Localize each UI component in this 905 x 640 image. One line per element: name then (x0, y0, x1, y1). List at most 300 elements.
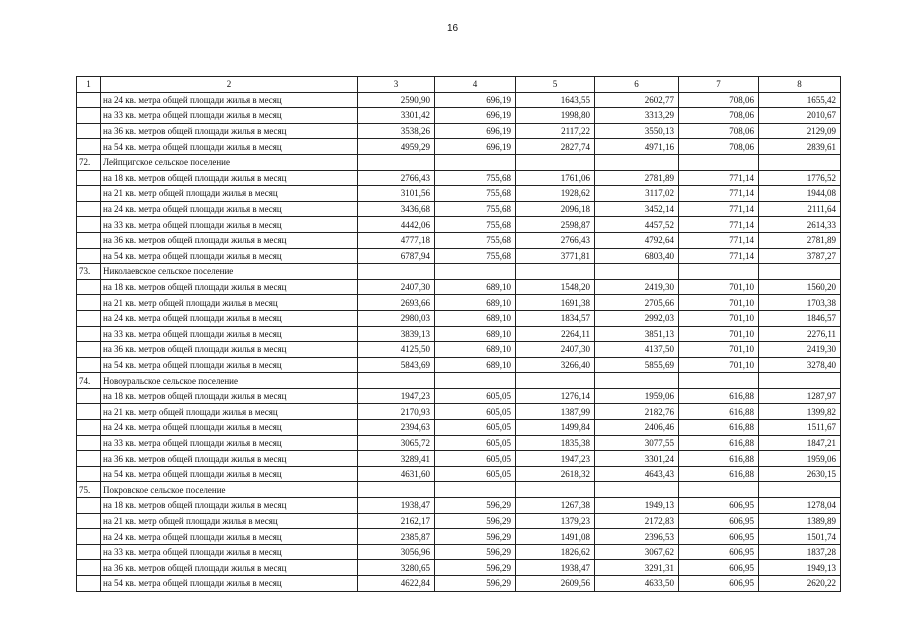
empty-cell (77, 186, 101, 202)
value-cell: 1691,38 (516, 295, 595, 311)
value-cell: 2010,67 (759, 108, 841, 124)
value-cell: 3787,27 (759, 248, 841, 264)
row-label: на 24 кв. метра общей площади жилья в месяц (101, 201, 358, 217)
empty-cell (759, 482, 841, 498)
value-cell: 1501,74 (759, 529, 841, 545)
table-row (77, 451, 841, 467)
value-cell: 4442,06 (358, 217, 435, 233)
value-cell: 696,19 (435, 139, 516, 155)
row-label: на 33 кв. метра общей площади жилья в месяц (101, 544, 358, 560)
value-cell: 755,68 (435, 217, 516, 233)
table-row (77, 92, 841, 108)
value-cell: 689,10 (435, 357, 516, 373)
value-cell: 3278,40 (759, 357, 841, 373)
row-label: на 36 кв. метров общей площади жилья в месяц (101, 560, 358, 576)
value-cell: 605,05 (435, 451, 516, 467)
empty-cell (77, 404, 101, 420)
empty-cell (679, 373, 759, 389)
row-label: на 36 кв. метров общей площади жилья в месяц (101, 232, 358, 248)
column-header: 2 (101, 77, 358, 93)
value-cell: 3771,81 (516, 248, 595, 264)
empty-cell (77, 420, 101, 436)
value-cell: 689,10 (435, 279, 516, 295)
value-cell: 4457,52 (595, 217, 679, 233)
section-index: 72. (77, 154, 101, 170)
value-cell: 2781,89 (595, 170, 679, 186)
value-cell: 1928,62 (516, 186, 595, 202)
value-cell: 1267,38 (516, 498, 595, 514)
value-cell: 3280,65 (358, 560, 435, 576)
value-cell: 1834,57 (516, 310, 595, 326)
value-cell: 2419,30 (595, 279, 679, 295)
table-body (77, 77, 841, 592)
value-cell: 5843,69 (358, 357, 435, 373)
empty-cell (77, 544, 101, 560)
table-row (77, 201, 841, 217)
table-row (77, 576, 841, 592)
column-header: 8 (759, 77, 841, 93)
empty-cell (516, 373, 595, 389)
row-label: на 21 кв. метр общей площади жилья в месяц (101, 186, 358, 202)
value-cell: 1998,80 (516, 108, 595, 124)
value-cell: 3452,14 (595, 201, 679, 217)
value-cell: 2129,09 (759, 123, 841, 139)
value-cell: 2598,87 (516, 217, 595, 233)
empty-cell (77, 123, 101, 139)
value-cell: 2096,18 (516, 201, 595, 217)
empty-cell (759, 373, 841, 389)
value-cell: 689,10 (435, 295, 516, 311)
value-cell: 755,68 (435, 232, 516, 248)
value-cell: 1278,04 (759, 498, 841, 514)
value-cell: 1703,38 (759, 295, 841, 311)
value-cell: 2992,03 (595, 310, 679, 326)
value-cell: 2396,53 (595, 529, 679, 545)
value-cell: 701,10 (679, 326, 759, 342)
value-cell: 2614,33 (759, 217, 841, 233)
empty-cell (77, 388, 101, 404)
value-cell: 1387,99 (516, 404, 595, 420)
value-cell: 1499,84 (516, 420, 595, 436)
value-cell: 3291,31 (595, 560, 679, 576)
empty-cell (77, 342, 101, 358)
value-cell: 1846,57 (759, 310, 841, 326)
empty-cell (77, 170, 101, 186)
value-cell: 708,06 (679, 139, 759, 155)
value-cell: 2620,22 (759, 576, 841, 592)
table-row (77, 108, 841, 124)
row-label: на 21 кв. метр общей площади жилья в месяц (101, 295, 358, 311)
value-cell: 1511,67 (759, 420, 841, 436)
value-cell: 596,29 (435, 513, 516, 529)
value-cell: 771,14 (679, 201, 759, 217)
value-cell: 3550,13 (595, 123, 679, 139)
table-row (77, 544, 841, 560)
value-cell: 1399,82 (759, 404, 841, 420)
empty-cell (595, 154, 679, 170)
table-row (77, 560, 841, 576)
value-cell: 1389,89 (759, 513, 841, 529)
value-cell: 1959,06 (759, 451, 841, 467)
value-cell: 2406,46 (595, 420, 679, 436)
value-cell: 2182,76 (595, 404, 679, 420)
section-title: Новоуральское сельское поселение (101, 373, 358, 389)
section-row (77, 264, 841, 280)
table-row (77, 498, 841, 514)
value-cell: 605,05 (435, 388, 516, 404)
value-cell: 701,10 (679, 279, 759, 295)
empty-cell (77, 560, 101, 576)
empty-cell (358, 373, 435, 389)
value-cell: 1761,06 (516, 170, 595, 186)
empty-cell (358, 154, 435, 170)
value-cell: 2705,66 (595, 295, 679, 311)
value-cell: 596,29 (435, 544, 516, 560)
value-cell: 605,05 (435, 404, 516, 420)
value-cell: 1379,23 (516, 513, 595, 529)
value-cell: 2590,90 (358, 92, 435, 108)
value-cell: 605,05 (435, 466, 516, 482)
row-label: на 18 кв. метров общей площади жилья в месяц (101, 279, 358, 295)
value-cell: 596,29 (435, 576, 516, 592)
section-index: 74. (77, 373, 101, 389)
row-label: на 33 кв. метра общей площади жилья в месяц (101, 217, 358, 233)
section-index: 73. (77, 264, 101, 280)
value-cell: 4633,50 (595, 576, 679, 592)
value-cell: 6803,40 (595, 248, 679, 264)
value-cell: 605,05 (435, 435, 516, 451)
value-cell: 616,88 (679, 435, 759, 451)
table-row (77, 170, 841, 186)
value-cell: 606,95 (679, 513, 759, 529)
section-row (77, 154, 841, 170)
value-cell: 771,14 (679, 232, 759, 248)
value-cell: 3101,56 (358, 186, 435, 202)
value-cell: 701,10 (679, 342, 759, 358)
value-cell: 2766,43 (516, 232, 595, 248)
value-cell: 3065,72 (358, 435, 435, 451)
value-cell: 606,95 (679, 576, 759, 592)
value-cell: 696,19 (435, 92, 516, 108)
value-cell: 1560,20 (759, 279, 841, 295)
row-label: на 36 кв. метров общей площади жилья в месяц (101, 342, 358, 358)
value-cell: 1944,08 (759, 186, 841, 202)
value-cell: 4631,60 (358, 466, 435, 482)
value-cell: 1276,14 (516, 388, 595, 404)
empty-cell (759, 264, 841, 280)
empty-cell (759, 154, 841, 170)
value-cell: 2276,11 (759, 326, 841, 342)
value-cell: 2609,56 (516, 576, 595, 592)
empty-cell (77, 108, 101, 124)
value-cell: 4959,29 (358, 139, 435, 155)
row-label: на 54 кв. метра общей площади жилья в месяц (101, 357, 358, 373)
empty-cell (679, 154, 759, 170)
empty-cell (77, 451, 101, 467)
value-cell: 2162,17 (358, 513, 435, 529)
row-label: на 54 кв. метра общей площади жилья в месяц (101, 139, 358, 155)
table-row (77, 232, 841, 248)
section-title: Покровское сельское поселение (101, 482, 358, 498)
page-number: 16 (446, 23, 459, 34)
value-cell: 3266,40 (516, 357, 595, 373)
value-cell: 708,06 (679, 108, 759, 124)
value-cell: 4622,84 (358, 576, 435, 592)
section-title: Лейпцигское сельское поселение (101, 154, 358, 170)
empty-cell (679, 482, 759, 498)
row-label: на 24 кв. метра общей площади жилья в месяц (101, 529, 358, 545)
value-cell: 3077,55 (595, 435, 679, 451)
value-cell: 2781,89 (759, 232, 841, 248)
tariff-table (76, 76, 841, 592)
table-row (77, 357, 841, 373)
row-label: на 33 кв. метра общей площади жилья в месяц (101, 435, 358, 451)
value-cell: 3301,24 (595, 451, 679, 467)
value-cell: 1491,08 (516, 529, 595, 545)
empty-cell (516, 482, 595, 498)
table-row (77, 466, 841, 482)
value-cell: 3117,02 (595, 186, 679, 202)
value-cell: 3538,26 (358, 123, 435, 139)
empty-cell (595, 264, 679, 280)
value-cell: 4137,50 (595, 342, 679, 358)
value-cell: 2172,83 (595, 513, 679, 529)
value-cell: 606,95 (679, 560, 759, 576)
value-cell: 606,95 (679, 498, 759, 514)
value-cell: 2419,30 (759, 342, 841, 358)
value-cell: 771,14 (679, 170, 759, 186)
empty-cell (77, 498, 101, 514)
value-cell: 4971,16 (595, 139, 679, 155)
empty-cell (435, 373, 516, 389)
row-label: на 54 кв. метра общей площади жилья в месяц (101, 466, 358, 482)
empty-cell (435, 482, 516, 498)
value-cell: 1938,47 (516, 560, 595, 576)
value-cell: 1847,21 (759, 435, 841, 451)
value-cell: 755,68 (435, 248, 516, 264)
value-cell: 771,14 (679, 217, 759, 233)
value-cell: 755,68 (435, 201, 516, 217)
value-cell: 4643,43 (595, 466, 679, 482)
section-row (77, 373, 841, 389)
table-row (77, 248, 841, 264)
value-cell: 1938,47 (358, 498, 435, 514)
row-label: на 21 кв. метр общей площади жилья в месяц (101, 404, 358, 420)
table-row (77, 279, 841, 295)
column-header: 5 (516, 77, 595, 93)
value-cell: 616,88 (679, 388, 759, 404)
value-cell: 3851,13 (595, 326, 679, 342)
value-cell: 1959,06 (595, 388, 679, 404)
value-cell: 1947,23 (516, 451, 595, 467)
value-cell: 1776,52 (759, 170, 841, 186)
empty-cell (595, 373, 679, 389)
value-cell: 2618,32 (516, 466, 595, 482)
empty-cell (77, 139, 101, 155)
value-cell: 606,95 (679, 544, 759, 560)
value-cell: 2170,93 (358, 404, 435, 420)
section-row (77, 482, 841, 498)
table-row (77, 529, 841, 545)
value-cell: 689,10 (435, 310, 516, 326)
table-row (77, 513, 841, 529)
value-cell: 616,88 (679, 451, 759, 467)
value-cell: 701,10 (679, 310, 759, 326)
value-cell: 2407,30 (358, 279, 435, 295)
value-cell: 755,68 (435, 186, 516, 202)
value-cell: 3056,96 (358, 544, 435, 560)
empty-cell (435, 154, 516, 170)
value-cell: 596,29 (435, 529, 516, 545)
value-cell: 1643,55 (516, 92, 595, 108)
empty-cell (516, 264, 595, 280)
empty-cell (358, 264, 435, 280)
value-cell: 1947,23 (358, 388, 435, 404)
value-cell: 755,68 (435, 170, 516, 186)
value-cell: 616,88 (679, 420, 759, 436)
value-cell: 596,29 (435, 560, 516, 576)
row-label: на 36 кв. метров общей площади жилья в месяц (101, 451, 358, 467)
row-label: на 54 кв. метра общей площади жилья в месяц (101, 248, 358, 264)
table-row (77, 310, 841, 326)
row-label: на 18 кв. метров общей площади жилья в месяц (101, 388, 358, 404)
value-cell: 2766,43 (358, 170, 435, 186)
value-cell: 3436,68 (358, 201, 435, 217)
row-label: на 36 кв. метров общей площади жилья в месяц (101, 123, 358, 139)
column-header: 7 (679, 77, 759, 93)
value-cell: 1949,13 (759, 560, 841, 576)
value-cell: 2839,61 (759, 139, 841, 155)
empty-cell (77, 295, 101, 311)
value-cell: 689,10 (435, 326, 516, 342)
row-label: на 33 кв. метра общей площади жилья в месяц (101, 108, 358, 124)
row-label: на 18 кв. метров общей площади жилья в месяц (101, 498, 358, 514)
value-cell: 1287,97 (759, 388, 841, 404)
row-label: на 24 кв. метра общей площади жилья в месяц (101, 310, 358, 326)
empty-cell (77, 248, 101, 264)
value-cell: 1655,42 (759, 92, 841, 108)
value-cell: 2111,64 (759, 201, 841, 217)
value-cell: 605,05 (435, 420, 516, 436)
value-cell: 2630,15 (759, 466, 841, 482)
value-cell: 1949,13 (595, 498, 679, 514)
value-cell: 1835,38 (516, 435, 595, 451)
table-row (77, 186, 841, 202)
row-label: на 18 кв. метров общей площади жилья в месяц (101, 170, 358, 186)
value-cell: 3839,13 (358, 326, 435, 342)
column-header: 1 (77, 77, 101, 93)
value-cell: 708,06 (679, 123, 759, 139)
value-cell: 616,88 (679, 466, 759, 482)
value-cell: 4125,50 (358, 342, 435, 358)
value-cell: 696,19 (435, 123, 516, 139)
empty-cell (77, 435, 101, 451)
value-cell: 2264,11 (516, 326, 595, 342)
table-row (77, 342, 841, 358)
empty-cell (77, 92, 101, 108)
column-header: 3 (358, 77, 435, 93)
empty-cell (77, 232, 101, 248)
table-row (77, 420, 841, 436)
value-cell: 2602,77 (595, 92, 679, 108)
value-cell: 1826,62 (516, 544, 595, 560)
value-cell: 771,14 (679, 248, 759, 264)
empty-cell (516, 154, 595, 170)
section-index: 75. (77, 482, 101, 498)
value-cell: 708,06 (679, 92, 759, 108)
value-cell: 596,29 (435, 498, 516, 514)
value-cell: 1837,28 (759, 544, 841, 560)
value-cell: 3301,42 (358, 108, 435, 124)
row-label: на 33 кв. метра общей площади жилья в месяц (101, 326, 358, 342)
table-row (77, 388, 841, 404)
empty-cell (77, 357, 101, 373)
empty-cell (595, 482, 679, 498)
empty-cell (435, 264, 516, 280)
row-label: на 54 кв. метра общей площади жилья в месяц (101, 576, 358, 592)
empty-cell (77, 466, 101, 482)
value-cell: 4792,64 (595, 232, 679, 248)
section-title: Николаевское сельское поселение (101, 264, 358, 280)
value-cell: 1548,20 (516, 279, 595, 295)
table-row (77, 139, 841, 155)
empty-cell (77, 513, 101, 529)
value-cell: 701,10 (679, 357, 759, 373)
column-header: 4 (435, 77, 516, 93)
table-row (77, 295, 841, 311)
header-row (77, 77, 841, 93)
value-cell: 2407,30 (516, 342, 595, 358)
table-row (77, 123, 841, 139)
column-header: 6 (595, 77, 679, 93)
value-cell: 606,95 (679, 529, 759, 545)
value-cell: 2693,66 (358, 295, 435, 311)
empty-cell (77, 217, 101, 233)
row-label: на 24 кв. метра общей площади жилья в месяц (101, 420, 358, 436)
table-row (77, 404, 841, 420)
empty-cell (679, 264, 759, 280)
value-cell: 3067,62 (595, 544, 679, 560)
table-row (77, 217, 841, 233)
value-cell: 6787,94 (358, 248, 435, 264)
value-cell: 616,88 (679, 404, 759, 420)
value-cell: 689,10 (435, 342, 516, 358)
empty-cell (77, 529, 101, 545)
value-cell: 696,19 (435, 108, 516, 124)
value-cell: 3289,41 (358, 451, 435, 467)
value-cell: 771,14 (679, 186, 759, 202)
value-cell: 2980,03 (358, 310, 435, 326)
value-cell: 2117,22 (516, 123, 595, 139)
table-row (77, 326, 841, 342)
value-cell: 5855,69 (595, 357, 679, 373)
value-cell: 701,10 (679, 295, 759, 311)
empty-cell (77, 201, 101, 217)
table-row (77, 435, 841, 451)
value-cell: 2394,63 (358, 420, 435, 436)
value-cell: 2827,74 (516, 139, 595, 155)
empty-cell (77, 326, 101, 342)
value-cell: 4777,18 (358, 232, 435, 248)
row-label: на 24 кв. метра общей площади жилья в месяц (101, 92, 358, 108)
empty-cell (77, 279, 101, 295)
empty-cell (358, 482, 435, 498)
value-cell: 2385,87 (358, 529, 435, 545)
empty-cell (77, 576, 101, 592)
row-label: на 21 кв. метр общей площади жилья в месяц (101, 513, 358, 529)
value-cell: 3313,29 (595, 108, 679, 124)
empty-cell (77, 310, 101, 326)
